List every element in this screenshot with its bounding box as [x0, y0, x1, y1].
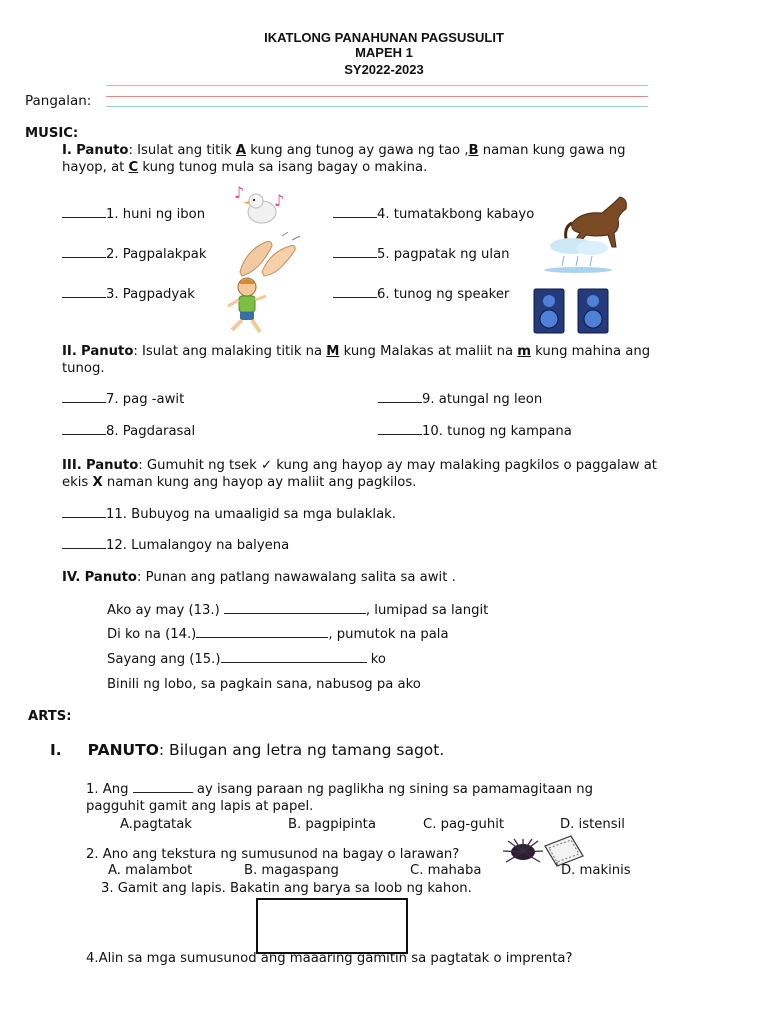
answer-item-10: 10. tunog ng kampana	[378, 424, 572, 439]
name-rule-bottom	[106, 106, 648, 107]
music-part2-instructions: II. Panuto: Isulat ang malaking titik na M kung Malakas at maliit na m kung mahina ang tunog.	[62, 344, 651, 376]
music-part3-instructions: III. Panuto: Gumuhit ng tsek ✓ kung ang hayop ay may malaking pagkilos o paggalaw at ekis X naman kung ang hayop ay maliit ang pagkilos.	[62, 458, 657, 490]
answer-blank[interactable]	[333, 207, 377, 218]
bird-icon	[232, 182, 290, 228]
answer-blank[interactable]	[333, 247, 377, 258]
name-rule-top	[106, 85, 648, 86]
answer-item-2: 2. Pagpalakpak	[62, 247, 207, 262]
exam-school-year: SY2022-2023	[344, 62, 424, 77]
answer-blank[interactable]	[62, 287, 106, 298]
arts-question-3: 3. Gamit ang lapis. Bakatin ang barya sa loob ng kahon.	[101, 881, 472, 896]
clapping-hands-icon	[232, 232, 304, 278]
answer-item-11: 11. Bubuyog na umaaligid sa mga bulaklak.	[62, 507, 396, 522]
answer-blank[interactable]	[62, 424, 106, 435]
answer-item-12: 12. Lumalangoy na balyena	[62, 538, 289, 553]
exam-subject: MAPEH 1	[355, 45, 413, 60]
svg-text:♪: ♪	[274, 191, 285, 210]
coin-rubbing-box[interactable]	[256, 898, 408, 954]
arts-question-2: 2. Ano ang tekstura ng sumusunod na bagay o larawan?	[86, 847, 460, 862]
q1-choice-c[interactable]: C. pag-guhit	[423, 817, 505, 832]
q1-choice-b[interactable]: B. pagpipinta	[288, 817, 376, 832]
music-part1-instructions: I. Panuto: Isulat ang titik A kung ang tunog ay gawa ng tao ,B naman kung gawa ng hayop, at C kung tunog mula sa isang bagay o makina.	[62, 143, 626, 175]
song-line-last: Binili ng lobo, sa pagkain sana, nabusog pa ako	[107, 677, 421, 692]
stomping-boy-icon	[222, 276, 274, 336]
arts-part1-instructions: I. PANUTO: Bilugan ang letra ng tamang sagot.	[50, 741, 445, 759]
song-blank[interactable]	[224, 603, 366, 614]
name-rule-middle	[106, 96, 648, 97]
song-line-14: Di ko na (14.) , pumutok na pala	[107, 627, 449, 642]
exam-title: IKATLONG PANAHUNAN PAGSUSULIT	[264, 30, 504, 45]
name-label: Pangalan:	[25, 93, 92, 109]
answer-blank[interactable]	[62, 507, 106, 518]
answer-item-6: 6. tunog ng speaker	[333, 287, 509, 302]
arts-question-4: 4.Alin sa mga sumusunod ang maaaring gamitin sa pagtatak o imprenta?	[86, 951, 573, 966]
question-blank[interactable]	[133, 782, 193, 793]
sea-urchin-icon	[502, 838, 544, 864]
answer-item-4: 4. tumatakbong kabayo	[333, 207, 534, 222]
answer-item-3: 3. Pagpadyak	[62, 287, 195, 302]
answer-item-5: 5. pagpatak ng ulan	[333, 247, 510, 262]
answer-blank[interactable]	[333, 287, 377, 298]
answer-item-1: 1. huni ng ibon	[62, 207, 205, 222]
arts-question-1-line2: pagguhit gamit ang lapis at papel.	[86, 799, 314, 814]
speakers-icon	[528, 287, 620, 335]
song-line-15: Sayang ang (15.) ko	[107, 652, 386, 667]
answer-item-9: 9. atungal ng leon	[378, 392, 542, 407]
rain-icon	[538, 236, 620, 276]
answer-blank[interactable]	[62, 207, 106, 218]
answer-blank[interactable]	[378, 424, 422, 435]
music-heading: MUSIC:	[25, 126, 79, 141]
q2-choice-a[interactable]: A. malambot	[108, 863, 193, 878]
answer-blank[interactable]	[62, 392, 106, 403]
svg-text:♪: ♪	[234, 183, 245, 202]
q2-choice-c[interactable]: C. mahaba	[410, 863, 482, 878]
q1-choice-a[interactable]: A.pagtatak	[120, 817, 192, 832]
song-line-13: Ako ay may (13.) , lumipad sa langit	[107, 603, 489, 618]
answer-item-7: 7. pag -awit	[62, 392, 184, 407]
song-blank[interactable]	[196, 627, 328, 638]
arts-heading: ARTS:	[28, 709, 72, 724]
music-part4-instructions: IV. Panuto: Punan ang patlang nawawalang salita sa awit .	[62, 570, 456, 585]
answer-item-8: 8. Pagdarasal	[62, 424, 195, 439]
answer-blank[interactable]	[62, 538, 106, 549]
answer-blank[interactable]	[62, 247, 106, 258]
q2-choice-d[interactable]: D. makinis	[561, 863, 631, 878]
song-blank[interactable]	[221, 652, 367, 663]
answer-blank[interactable]	[378, 392, 422, 403]
q2-choice-b[interactable]: B. magaspang	[244, 863, 339, 878]
arts-question-1: 1. Ang ay isang paraan ng paglikha ng sining sa pamamagitaan ng	[86, 782, 593, 797]
q1-choice-d[interactable]: D. istensil	[560, 817, 625, 832]
